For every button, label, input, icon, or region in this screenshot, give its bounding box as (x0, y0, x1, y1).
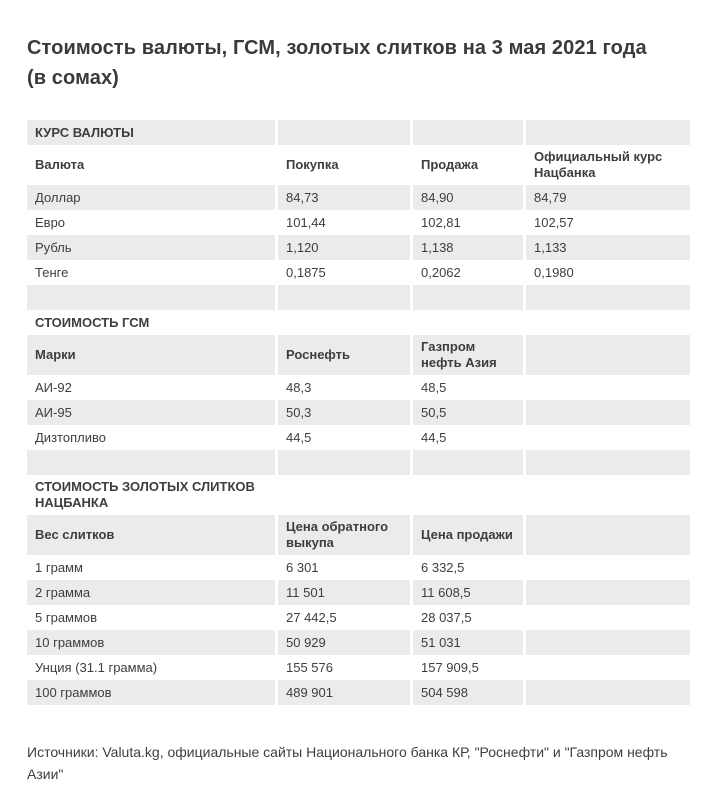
value-cell: 48,3 (275, 375, 410, 400)
column-header-cell: Продажа (410, 145, 523, 185)
spacer-cell (27, 285, 275, 310)
column-header-cell: Официальный курс Нацбанка (523, 145, 690, 185)
value-cell (523, 375, 690, 400)
empty-cell (410, 310, 523, 335)
value-cell (523, 555, 690, 580)
value-cell (523, 655, 690, 680)
column-header-row (27, 335, 690, 375)
value-cell: 1,120 (275, 235, 410, 260)
value-cell: 489 901 (275, 680, 410, 705)
row-label-cell: Доллар (27, 185, 275, 210)
table-row (27, 555, 690, 580)
spacer-cell (410, 285, 523, 310)
spacer-cell (275, 450, 410, 475)
column-header-cell: Цена продажи (410, 515, 523, 555)
value-cell (523, 630, 690, 655)
value-cell (523, 680, 690, 705)
value-cell: 50 929 (275, 630, 410, 655)
value-cell: 48,5 (410, 375, 523, 400)
value-cell: 102,57 (523, 210, 690, 235)
row-label-cell: Унция (31.1 грамма) (27, 655, 275, 680)
row-label-cell: 1 грамм (27, 555, 275, 580)
section-title-row (27, 310, 690, 335)
spacer-cell (523, 285, 690, 310)
table-row (27, 210, 690, 235)
row-label-cell: 5 граммов (27, 605, 275, 630)
table-row (27, 425, 690, 450)
value-cell: 44,5 (410, 425, 523, 450)
value-cell: 504 598 (410, 680, 523, 705)
empty-cell (275, 310, 410, 335)
spacer-row (27, 450, 690, 475)
column-header-row (27, 515, 690, 555)
section-title-row (27, 475, 690, 515)
value-cell: 51 031 (410, 630, 523, 655)
value-cell (523, 605, 690, 630)
value-cell: 0,1980 (523, 260, 690, 285)
row-label-cell: АИ-92 (27, 375, 275, 400)
column-header-cell (523, 335, 690, 375)
value-cell: 1,133 (523, 235, 690, 260)
column-header-row (27, 145, 690, 185)
value-cell: 0,2062 (410, 260, 523, 285)
table-row (27, 655, 690, 680)
section-title-cell: СТОИМОСТЬ ГСМ (27, 310, 275, 335)
spacer-cell (275, 285, 410, 310)
value-cell: 157 909,5 (410, 655, 523, 680)
spacer-cell (410, 450, 523, 475)
table-row (27, 185, 690, 210)
value-cell: 101,44 (275, 210, 410, 235)
value-cell: 50,3 (275, 400, 410, 425)
row-label-cell: АИ-95 (27, 400, 275, 425)
value-cell: 6 301 (275, 555, 410, 580)
column-header-cell (523, 515, 690, 555)
empty-cell (275, 120, 410, 145)
section-title-row (27, 120, 690, 145)
column-header-cell: Газпром нефть Азия (410, 335, 523, 375)
table-row (27, 400, 690, 425)
rates-table-body (27, 120, 690, 705)
column-header-cell: Вес слитков (27, 515, 275, 555)
empty-cell (410, 120, 523, 145)
value-cell: 84,79 (523, 185, 690, 210)
rates-table (27, 120, 690, 705)
page-title: Стоимость валюты, ГСМ, золотых слитков на 3 мая 2021 года (в сомах) (27, 37, 647, 89)
value-cell: 50,5 (410, 400, 523, 425)
value-cell (523, 580, 690, 605)
row-label-cell: Евро (27, 210, 275, 235)
empty-cell (523, 310, 690, 335)
table-row (27, 630, 690, 655)
spacer-cell (523, 450, 690, 475)
value-cell: 27 442,5 (275, 605, 410, 630)
empty-cell (410, 475, 523, 515)
section-title-cell: СТОИМОСТЬ ЗОЛОТЫХ СЛИТКОВ НАЦБАНКА (27, 475, 275, 515)
value-cell: 1,138 (410, 235, 523, 260)
value-cell: 44,5 (275, 425, 410, 450)
column-header-cell: Валюта (27, 145, 275, 185)
value-cell: 84,90 (410, 185, 523, 210)
row-label-cell: 2 грамма (27, 580, 275, 605)
sources-note: Источники: Valuta.kg, официальные сайты Национального банка КР, "Роснефти" и "Газпром нефть Азии" (27, 744, 668, 782)
value-cell: 11 501 (275, 580, 410, 605)
row-label-cell: Рубль (27, 235, 275, 260)
row-label-cell: Тенге (27, 260, 275, 285)
table-row (27, 375, 690, 400)
value-cell (523, 400, 690, 425)
table-row (27, 605, 690, 630)
column-header-cell: Цена обратного выкупа (275, 515, 410, 555)
spacer-row (27, 285, 690, 310)
column-header-cell: Марки (27, 335, 275, 375)
column-header-cell: Роснефть (275, 335, 410, 375)
value-cell (523, 425, 690, 450)
table-row (27, 260, 690, 285)
value-cell: 155 576 (275, 655, 410, 680)
table-row (27, 580, 690, 605)
empty-cell (523, 475, 690, 515)
empty-cell (275, 475, 410, 515)
value-cell: 0,1875 (275, 260, 410, 285)
spacer-cell (27, 450, 275, 475)
value-cell: 28 037,5 (410, 605, 523, 630)
table-row (27, 680, 690, 705)
value-cell: 11 608,5 (410, 580, 523, 605)
row-label-cell: Дизтопливо (27, 425, 275, 450)
row-label-cell: 10 граммов (27, 630, 275, 655)
column-header-cell: Покупка (275, 145, 410, 185)
section-title-cell: КУРС ВАЛЮТЫ (27, 120, 275, 145)
value-cell: 102,81 (410, 210, 523, 235)
empty-cell (523, 120, 690, 145)
row-label-cell: 100 граммов (27, 680, 275, 705)
value-cell: 6 332,5 (410, 555, 523, 580)
value-cell: 84,73 (275, 185, 410, 210)
table-row (27, 235, 690, 260)
